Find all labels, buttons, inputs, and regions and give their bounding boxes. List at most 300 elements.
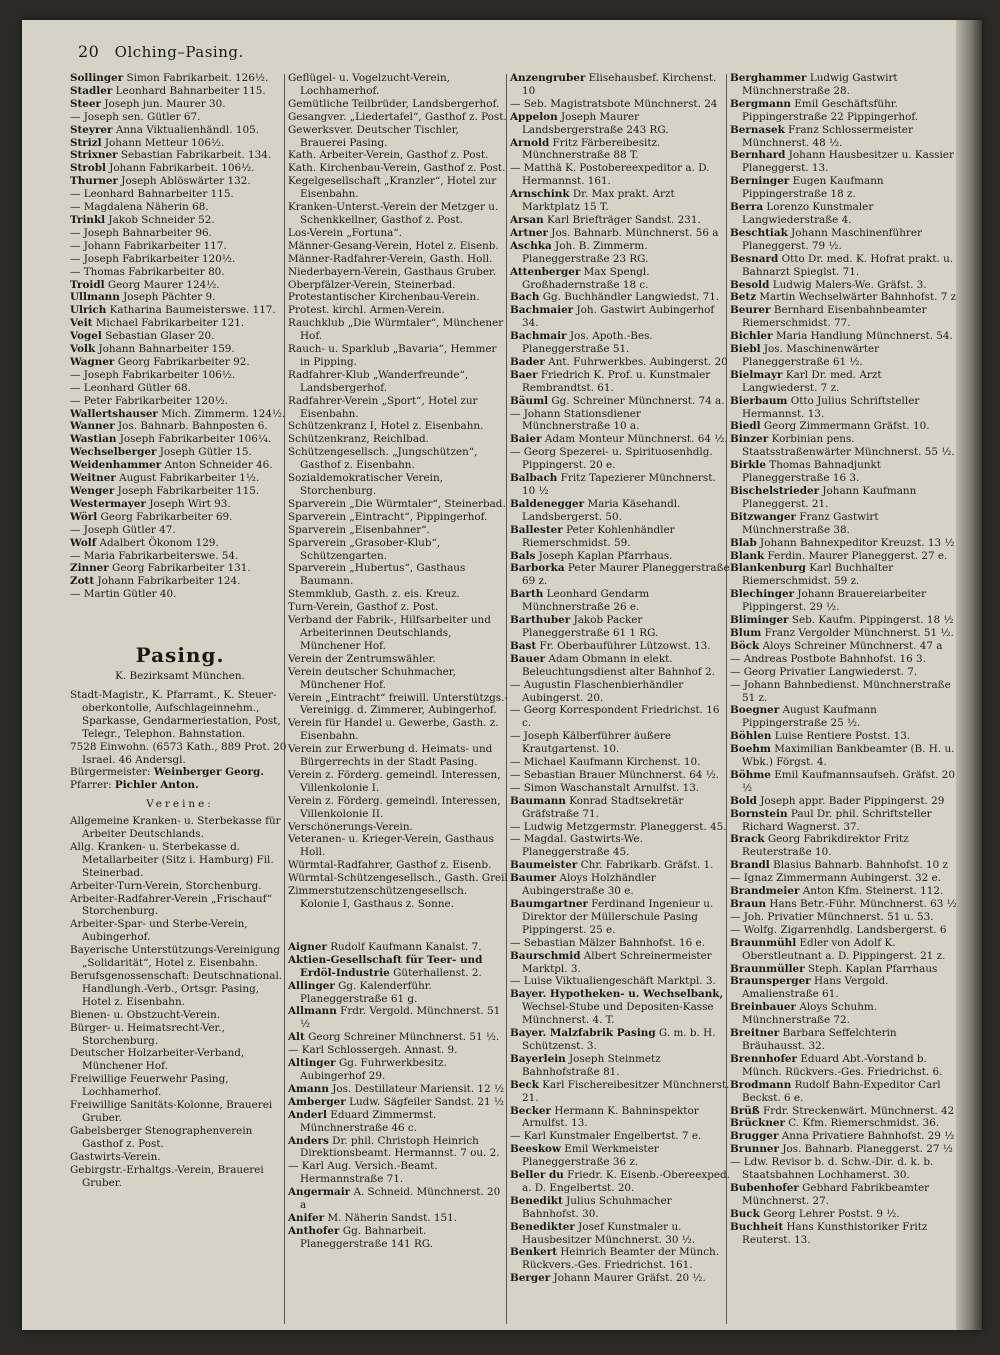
association-entry: Gastwirts-Verein. xyxy=(70,1150,161,1163)
directory-entry xyxy=(730,1182,958,1208)
entry-details: — Magdal. Gastwirts-We. Planeggerstraße 45. xyxy=(510,833,643,859)
directory-entry xyxy=(510,704,730,730)
directory-entry xyxy=(510,98,730,111)
page-title: Olching–Pasing. xyxy=(114,43,244,61)
population: 7528 Einwohn. (6573 Kath., 889 Prot. 20 Israel. 46 Andersgl. xyxy=(70,740,287,766)
entry-surname: Bäuml xyxy=(510,394,549,407)
entry-details: Karl Briefträger Sandst. 231. xyxy=(547,213,701,226)
entry-details: Rudolf Bahn-Expeditor Carl Beckst. 6 e. xyxy=(742,1078,941,1104)
entry-surname: Wagner xyxy=(70,355,115,368)
entry-surname: Attenberger xyxy=(510,265,581,278)
directory-entry xyxy=(510,1143,730,1169)
directory-entry xyxy=(70,188,290,201)
entry-surname: Allinger xyxy=(288,979,335,992)
entry-surname: Bergmann xyxy=(730,97,791,110)
directory-entry xyxy=(730,1105,958,1118)
entry-surname: Strizl xyxy=(70,136,102,149)
entry-details: A. Schneid. Münchnerst. 20 a xyxy=(300,1186,501,1212)
entry-surname: Aschka xyxy=(510,239,552,252)
entry-details: Güterhallenst. 2. xyxy=(393,966,482,979)
entry-surname: Berninger xyxy=(730,175,790,188)
directory-entry xyxy=(70,369,290,382)
entry-details: Karl Dr. med. Arzt Langwiederst. 7 z. xyxy=(742,368,882,394)
entry-details: Barbara Seffelchterin Bräuhausst. 32. xyxy=(742,1027,897,1052)
directory-entry xyxy=(70,550,290,563)
directory-entry xyxy=(730,1027,958,1053)
association-entry: Berufsgenossenschaft: Deutschnational. Handlungh.-Verb., Ortsgr. Pasing, Hotel z. Eisenbahn. xyxy=(70,970,283,1008)
entry-surname: Anthofer xyxy=(288,1224,340,1237)
directory-entry xyxy=(288,941,508,954)
directory-entry xyxy=(510,524,730,550)
entry-surname: Boehm xyxy=(730,743,771,756)
entry-details: Georg Lehrer Postst. 9 ½. xyxy=(763,1207,900,1220)
entry-surname: Bernasek xyxy=(730,123,785,136)
entry-surname: Anderl xyxy=(288,1108,327,1121)
association-entry: Sparverein „Eisenbahner“. xyxy=(288,523,430,536)
entry-surname: Strixner xyxy=(70,149,118,162)
directory-entry xyxy=(70,137,290,150)
directory-entry xyxy=(510,240,730,266)
directory-entry xyxy=(730,885,958,898)
directory-entry xyxy=(510,1169,730,1195)
directory-entry xyxy=(730,253,958,279)
directory-entry xyxy=(510,111,730,137)
directory-entry xyxy=(730,924,958,937)
directory-entry xyxy=(510,472,730,498)
directory-entry xyxy=(730,963,958,976)
association-entry: Verein zur Erwerbung d. Heimats- und Bürgerrechts in der Stadt Pasing. xyxy=(288,743,493,769)
entry-details: Gg. Bahnarbeit. Planeggerstraße 141 RG. xyxy=(300,1224,434,1250)
entry-details: — Sebastian Brauer Münchnerst. 64 ½. xyxy=(510,768,720,781)
entry-surname: Bals xyxy=(510,549,536,562)
entry-details: Ferdinand Ingenieur u. Direktor der Müllerschule Pasing Pippingerst. 25 e. xyxy=(522,898,714,936)
directory-entry xyxy=(730,72,958,98)
entry-details: Fritz Tapezierer Münchnerst. 10 ½ xyxy=(522,472,716,497)
directory-entry xyxy=(70,537,290,550)
association-entry: Turn-Verein, Gasthof z. Post. xyxy=(288,601,439,614)
entry-surname: Weitner xyxy=(70,472,116,485)
association-entry: Arbeiter-Radfahrer-Verein „Frischauf“ Storchenburg. xyxy=(70,892,272,918)
entry-details: Joseph jun. Maurer 30. xyxy=(104,97,226,110)
column-2 xyxy=(288,72,508,1251)
entry-surname: Böhlen xyxy=(730,730,772,743)
entry-surname: Böhme xyxy=(730,768,771,781)
directory-entry xyxy=(70,72,290,85)
entry-surname: Barth xyxy=(510,588,544,601)
directory-entry xyxy=(730,1208,958,1221)
column-4 xyxy=(730,72,958,1246)
entry-details: Peter Maurer Planeggerstraße 69 z. xyxy=(522,562,730,588)
entry-details: Otto Julius Schriftsteller Hermannst. 13. xyxy=(742,394,920,420)
entry-details: Adalbert Ökonom 129. xyxy=(99,536,219,549)
entry-surname: Breitner xyxy=(730,1027,780,1040)
entry-details: — Karl Schlossergeh. Annast. 9. xyxy=(288,1044,458,1057)
entry-surname: Braunmüller xyxy=(730,962,805,975)
entry-details: Maximilian Bankbeamter (B. H. u. Wbk.) Förgst. 4. xyxy=(742,743,955,769)
entry-details: Franz Gastwirt Münchnerstraße 38. xyxy=(742,510,879,536)
directory-entry xyxy=(730,149,958,175)
directory-entry xyxy=(510,330,730,356)
association-entry: Schützenkranz I, Hotel z. Eisenbahn. xyxy=(288,420,484,433)
resident-list xyxy=(730,72,958,1246)
directory-entry xyxy=(730,1221,958,1247)
entry-surname: Baumgartner xyxy=(510,898,588,910)
entry-details: Georg Fabrikarbeiter 69. xyxy=(100,510,233,523)
directory-entry xyxy=(70,279,290,292)
entry-details: Jos. Apoth.-Bes. Planeggerstraße 51. xyxy=(522,330,653,356)
association-entry: Verein „Eintracht“ freiwill. Unterstützgs.-Vereinigg. d. Zimmerer, Aubingerhof. xyxy=(288,691,508,717)
entry-surname: Sollinger xyxy=(70,72,124,84)
directory-entry xyxy=(288,1109,508,1135)
entry-surname: Brunner xyxy=(730,1143,780,1156)
association-entry: Sparverein „Eintracht“, Pippingerhof. xyxy=(288,510,488,523)
entry-surname: Amberger xyxy=(288,1095,346,1108)
entry-surname: Zinner xyxy=(70,562,109,575)
entry-surname: Altinger xyxy=(288,1057,336,1070)
directory-entry xyxy=(510,1053,730,1079)
entry-details: Wechsel-Stube und Depositen-Kasse Münchnerst. 4. T. xyxy=(522,1001,714,1027)
entry-details: Fr. Oberbauführer Lützowst. 13. xyxy=(539,639,711,652)
entry-details: Sebastian Fabrikarbeit. 134. xyxy=(120,149,272,162)
entry-surname: Brodmann xyxy=(730,1078,792,1091)
directory-page xyxy=(22,20,982,1330)
directory-entry xyxy=(730,859,958,872)
entry-details: Johann Fabrikarbeiter 124. xyxy=(97,575,241,588)
directory-entry xyxy=(730,1143,958,1156)
entry-surname: Buck xyxy=(730,1207,760,1220)
entry-surname: Beck xyxy=(510,1078,539,1091)
entry-surname: Berger xyxy=(510,1272,551,1285)
entry-details: Karl Fischereibesitzer Münchnerst. 21. xyxy=(522,1078,730,1104)
entry-surname: Wechselberger xyxy=(70,446,157,459)
entry-surname: Bach xyxy=(510,291,540,304)
entry-surname: Baumeister xyxy=(510,859,578,872)
entry-surname: Blum xyxy=(730,626,762,639)
entry-surname: Bayer. Malzfabrik Pasing xyxy=(510,1027,656,1040)
directory-entry xyxy=(730,743,958,769)
directory-entry xyxy=(288,954,508,980)
entry-details: Johann Kaufmann Planeggerst. 21. xyxy=(742,485,917,510)
directory-entry xyxy=(730,550,958,563)
entry-surname: Bubenhofer xyxy=(730,1181,799,1194)
directory-entry xyxy=(510,408,730,434)
association-entry: Schützengesellsch. „Jungschützen“, Gasthof z. Eisenbahn. xyxy=(288,446,478,472)
entry-surname: Strobl xyxy=(70,162,106,175)
entry-surname: Allmann xyxy=(288,1005,337,1018)
entry-details: — Peter Fabrikarbeiter 120½. xyxy=(70,394,228,407)
entry-details: Bernhard Eisenbahnbeamter Riemerschmidst. 77. xyxy=(742,304,927,330)
entry-surname: Brüß xyxy=(730,1104,760,1117)
directory-entry xyxy=(730,614,958,627)
directory-entry xyxy=(510,446,730,472)
directory-entry xyxy=(288,980,508,1006)
entry-surname: Steer xyxy=(70,97,101,110)
entry-details: — Georg Korrespondent Friedrichst. 16 c. xyxy=(510,704,720,730)
association-entry: Freiwillige Sanitäts-Kolonne, Brauerei Gruber. xyxy=(70,1099,273,1124)
entry-surname: Artner xyxy=(510,226,548,239)
entry-surname: Berghammer xyxy=(730,72,807,84)
entry-surname: Vogel xyxy=(70,330,102,343)
directory-entry xyxy=(70,459,290,472)
entry-surname: Bernhard xyxy=(730,149,786,162)
entry-details: — Simon Waschanstalt Arnulfst. 13. xyxy=(510,781,700,794)
entry-details: Ant. Fuhrwerkbes. Aubingerst. 20 xyxy=(548,355,728,368)
entry-details: Jos. Bahnarb. Münchnerst. 56 a xyxy=(551,226,719,239)
directory-entry xyxy=(730,653,958,666)
association-entry: Bürger- u. Heimatsrecht-Ver., Storchenburg. xyxy=(70,1021,225,1047)
directory-entry xyxy=(70,317,290,330)
directory-entry xyxy=(510,821,730,834)
entry-details: — Leonhard Gütler 68. xyxy=(70,381,191,394)
entry-details: Johann Bahnexpeditor Kreuzst. 13 ½ xyxy=(760,536,955,549)
directory-entry xyxy=(288,1031,508,1044)
mayor-name: Weinberger Georg. xyxy=(153,766,264,779)
pastor-line xyxy=(70,779,290,792)
entry-details: Martin Wechselwärter Bahnhofst. 7 z xyxy=(759,291,957,304)
entry-details: Simon Fabrikarbeit. 126½. xyxy=(126,72,269,84)
directory-entry xyxy=(730,588,958,614)
directory-entry xyxy=(510,833,730,859)
entry-surname: Aktien-Gesellschaft für Teer- und Erdöl-Industrie xyxy=(288,953,483,979)
entry-surname: Bitzwanger xyxy=(730,510,797,523)
entry-surname: Ulrich xyxy=(70,304,107,317)
directory-entry xyxy=(730,640,958,653)
directory-entry xyxy=(70,266,290,279)
directory-entry xyxy=(288,1160,508,1186)
entry-details: Georg Fabrikdirektor Fritz Reuterstraße 10. xyxy=(742,833,909,859)
entry-details: — Johann Stationsdiener Münchnerstraße 10 a. xyxy=(510,407,641,433)
entry-details: Chr. Fabrikarb. Gräfst. 1. xyxy=(580,859,714,872)
entry-surname: Biedl xyxy=(730,420,761,433)
directory-entry xyxy=(730,704,958,730)
entry-surname: Arsan xyxy=(510,213,544,226)
entry-details: August Kaufmann Pippingerstraße 25 ½. xyxy=(742,704,877,730)
directory-entry xyxy=(510,433,730,446)
entry-surname: Baurschmid xyxy=(510,949,581,962)
directory-entry xyxy=(288,1212,508,1225)
entry-details: — Wolfg. Zigarrenhdlg. Landsbergerst. 6 xyxy=(730,923,947,936)
directory-entry xyxy=(70,111,290,124)
directory-entry xyxy=(730,769,958,795)
entry-details: Mich. Zimmerm. 124½. xyxy=(161,407,286,420)
association-entry: Gesangver. „Liedertafel“, Gasthof z. Post. xyxy=(288,110,507,123)
directory-entry xyxy=(510,562,730,588)
directory-entry xyxy=(510,188,730,214)
directory-entry xyxy=(510,356,730,369)
association-entry: Stemmklub, Gasth. z. eis. Kreuz. xyxy=(288,588,460,601)
association-entry: Arbeiter-Spar- und Sterbe-Verein, Aubingerhof. xyxy=(70,918,248,944)
entry-details: Otto Dr. med. K. Hofrat prakt. u. Bahnarzt Spieglst. 71. xyxy=(742,252,954,278)
entry-details: Joseph Kaplan Pfarrhaus. xyxy=(538,549,673,562)
district-office: K. Bezirksamt München. xyxy=(115,670,245,683)
directory-entry xyxy=(70,433,290,446)
entry-details: Joseph Pächter 9. xyxy=(123,291,216,304)
directory-entry xyxy=(70,227,290,240)
entry-details: — Michael Kaufmann Kirchenst. 10. xyxy=(510,756,701,769)
entry-details: Franz Schlossermeister Münchnerst. 48 ½. xyxy=(742,123,913,149)
directory-entry xyxy=(510,679,730,705)
entry-details: Anton Kfm. Steinerst. 112. xyxy=(802,885,944,898)
resident-list xyxy=(70,72,290,601)
entry-surname: Bornstein xyxy=(730,807,788,820)
directory-entry xyxy=(510,72,730,98)
entry-details: Emil Kaufmannsaufseh. Gräfst. 20 ½ xyxy=(742,768,955,794)
entry-details: Joseph Steinmetz Bahnhofstraße 81. xyxy=(522,1052,661,1078)
entry-surname: Anders xyxy=(288,1134,329,1147)
association-entry: Freiwillige Feuerwehr Pasing, Lochhamerhof. xyxy=(70,1073,229,1099)
entry-details: Joseph Ablöswärter 132. xyxy=(121,175,251,188)
entry-details: Aloys Schreiner Münchnerst. 47 a xyxy=(762,639,943,652)
directory-entry xyxy=(70,575,290,588)
directory-entry xyxy=(510,730,730,756)
association-entry: Würmtal-Schützengesellsch., Gasth. Greil xyxy=(288,872,508,885)
association-entry: Verein deutscher Schuhmacher, Münchener Hof. xyxy=(288,665,456,691)
entry-details: Jos. Bahnarb. Planeggerst. 27 ½ xyxy=(782,1143,953,1156)
entry-surname: Bliminger xyxy=(730,614,789,627)
entry-details: — Leonhard Bahnarbeiter 115. xyxy=(70,188,234,201)
entry-surname: Bischelstrieder xyxy=(730,485,820,497)
entry-surname: Barthuber xyxy=(510,614,571,627)
entry-surname: Anifer xyxy=(288,1211,325,1224)
directory-entry xyxy=(70,472,290,485)
directory-entry xyxy=(730,911,958,924)
directory-entry xyxy=(510,1246,730,1272)
directory-entry xyxy=(70,498,290,511)
entry-details: Karl Buchhalter Riemerschmidst. 59 z. xyxy=(742,562,894,588)
entry-surname: Berra xyxy=(730,201,764,214)
entry-surname: Bierbaum xyxy=(730,394,788,407)
entry-details: Heinrich Beamter der Münch. Rückvers.-Ges. Friedrichst. 161. xyxy=(522,1246,720,1272)
directory-entry xyxy=(70,291,290,304)
entry-surname: Stadler xyxy=(70,84,113,97)
entry-details: Ludw. Sägfeiler Sandst. 21 ½ xyxy=(349,1095,504,1108)
entry-details: Johann Maurer Gräfst. 20 ½. xyxy=(553,1272,706,1285)
directory-entry xyxy=(288,1096,508,1109)
entry-surname: Becker xyxy=(510,1104,552,1117)
entry-details: — Joseph Fabrikarbeiter 120½. xyxy=(70,252,236,265)
entry-surname: Appelon xyxy=(510,110,558,123)
entry-details: — Martin Gütler 40. xyxy=(70,588,177,601)
association-entry: Sparverein „Grasober-Klub“, Schützengarten. xyxy=(288,536,441,562)
entry-details: Johann Hausbesitzer u. Kassier Planeggerst. 13. xyxy=(742,149,954,175)
associations-heading: Vereine: xyxy=(146,798,214,811)
directory-entry xyxy=(70,395,290,408)
directory-entry xyxy=(288,1186,508,1212)
entry-surname: Wörl xyxy=(70,510,98,523)
directory-entry xyxy=(70,562,290,575)
page-header xyxy=(78,42,244,61)
directory-entry xyxy=(288,1005,508,1031)
directory-entry xyxy=(730,730,958,743)
entry-surname: Brandl xyxy=(730,859,770,872)
directory-entry xyxy=(730,459,958,485)
entry-details: Gg. Fuhrwerkbesitz. Aubingerhof 29. xyxy=(300,1057,447,1082)
association-entry: Geflügel- u. Vogelzucht-Verein, Lochhamerhof. xyxy=(288,72,450,97)
entry-details: Gebhard Fabrikbeamter Münchnerst. 27. xyxy=(742,1181,930,1207)
association-entry: Protest. kirchl. Armen-Verein. xyxy=(288,304,445,317)
entry-surname: Binzer xyxy=(730,433,769,446)
entry-surname: Volk xyxy=(70,343,96,356)
entry-surname: Bauer xyxy=(510,652,546,665)
mayor-line xyxy=(70,766,290,779)
entry-details: Dr. phil. Christoph Heinrich Direktionsbeamt. Hermannst. 7 ou. 2. xyxy=(300,1134,500,1160)
entry-surname: Ullmann xyxy=(70,291,120,304)
entry-details: Ludwig Gastwirt Münchnerstraße 28. xyxy=(742,72,898,97)
directory-entry xyxy=(70,240,290,253)
entry-details: Steph. Kaplan Pfarrhaus xyxy=(807,962,938,975)
entry-details: Jos. Bahnarb. Bahnposten 6. xyxy=(118,420,268,433)
entry-surname: Brugger xyxy=(730,1130,779,1143)
directory-entry xyxy=(510,291,730,304)
entry-details: Johann Bahnarbeiter 159. xyxy=(98,343,235,356)
directory-entry xyxy=(70,382,290,395)
directory-entry xyxy=(730,330,958,343)
entry-details: Ludwig Malers-We. Gräfst. 3. xyxy=(772,278,927,291)
entry-details: Anna Viktualienhändl. 105. xyxy=(115,123,259,136)
entry-details: — Karl Aug. Versich.-Beamt. Hermannstraße 71. xyxy=(288,1160,438,1186)
association-entry: Los-Verein „Fortuna“. xyxy=(288,226,402,239)
directory-entry xyxy=(510,304,730,330)
entry-details: Emil Geschäftsführ. Pippingerstraße 22 Pippingerhof. xyxy=(742,97,919,123)
entry-details: Joseph Maurer Landsbergerstraße 243 RG. xyxy=(522,110,669,136)
entry-surname: Bast xyxy=(510,639,537,652)
entry-surname: Westermayer xyxy=(70,497,147,510)
association-entry: Radfahrer-Klub „Wanderfreunde“, Landsbergerhof. xyxy=(288,368,469,394)
entry-details: Gg. Buchhändler Langwiedst. 71. xyxy=(542,291,720,304)
entry-surname: Bichler xyxy=(730,330,773,343)
directory-entry xyxy=(730,795,958,808)
entry-details: — Joh. Privatier Münchnerst. 51 u. 53. xyxy=(730,910,934,923)
entry-surname: Weidenhammer xyxy=(70,459,162,472)
association-entry: Verschönerungs-Verein. xyxy=(288,820,413,833)
directory-entry xyxy=(510,498,730,524)
entry-details: Blasius Bahnarb. Bahnhofst. 10 z xyxy=(773,859,948,872)
entry-details: Eugen Kaufmann Pippingerstraße 18 z. xyxy=(742,175,884,201)
entry-surname: Brückner xyxy=(730,1117,785,1130)
association-entry: Bayerische Unterstützungs-Vereinigung „Solidarität“, Hotel z. Eisenbahn. xyxy=(70,944,280,970)
entry-details: Leonhard Gendarm Münchnerstraße 26 e. xyxy=(522,588,650,614)
entry-surname: Bachmair xyxy=(510,330,567,343)
entry-surname: Bold xyxy=(730,794,757,807)
entry-surname: Braun xyxy=(730,898,767,910)
directory-entry xyxy=(288,1044,508,1057)
directory-entry xyxy=(70,485,290,498)
directory-entry xyxy=(730,395,958,421)
entry-details: M. Näherin Sandst. 151. xyxy=(327,1211,458,1224)
entry-surname: Braunsperger xyxy=(730,975,811,988)
entry-details: — Ignaz Zimmermann Aubingerst. 32 e. xyxy=(730,872,941,885)
directory-entry xyxy=(510,162,730,188)
entry-surname: Alt xyxy=(288,1031,305,1044)
directory-entry xyxy=(510,975,730,988)
entry-surname: Beller du xyxy=(510,1169,564,1182)
directory-entry xyxy=(70,162,290,175)
entry-details: — Sebastian Mälzer Bahnhofst. 16 e. xyxy=(510,936,705,949)
entry-details: Friedrich K. Prof. u. Kunstmaler Rembrandtst. 61. xyxy=(522,368,711,394)
directory-entry xyxy=(730,98,958,124)
directory-entry xyxy=(730,679,958,705)
entry-surname: Arnschink xyxy=(510,188,570,201)
directory-entry xyxy=(288,1135,508,1161)
directory-entry xyxy=(730,369,958,395)
entry-surname: Blab xyxy=(730,536,757,549)
directory-entry xyxy=(730,562,958,588)
association-entry: Gewerksver. Deutscher Tischler, Brauerei Pasing. xyxy=(288,123,459,149)
directory-entry xyxy=(70,253,290,266)
entry-surname: Boegner xyxy=(730,704,780,717)
column-3 xyxy=(510,72,730,1285)
association-entry: Veteranen- u. Krieger-Verein, Gasthaus Holl. xyxy=(288,833,494,859)
